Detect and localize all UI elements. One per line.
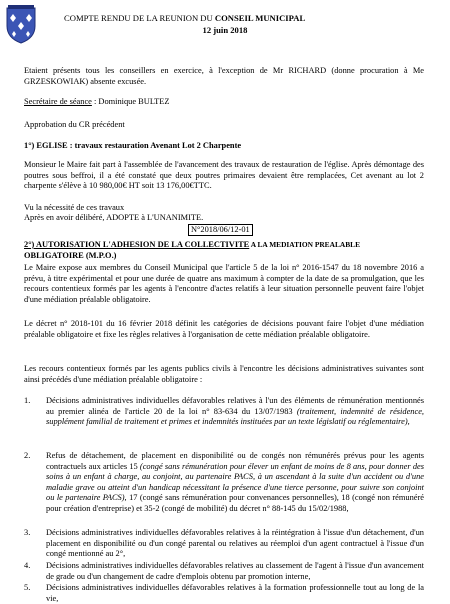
list-item-number: 2. <box>24 451 31 460</box>
list-item-text-end: , <box>407 417 410 427</box>
list-item-text: Décisions administratives individuelles défavorables relatives à la réintégration à l'issue d'un détachement, d'un placement en disponibilité ou d'un congé parental ou relatives au réemploi d'un agent contractuel à l'issue d'un congé mentionné au 2°, <box>46 528 424 559</box>
list-item <box>24 561 424 582</box>
item1-line1: Vu la nécessité de ces travaux <box>24 203 125 212</box>
attendance-paragraph: Etaient présents tous les conseillers en exercice, à l'exception de Mr RICHARD (donne procuration à Me GRZESKOWIAK) absente excusée. <box>24 66 424 86</box>
commune-crest-icon <box>4 4 38 44</box>
item1-body: Monsieur le Maire fait part à l'assemblée de l'avancement des travaux de restauration de l'église. Après démontage des poutres sous beffroi, il a été constaté que deux poutres primaires devaient être remplacées, Cet avenant au lot 2 charpente s'élève à 10 980,00€ HT soit 13 176,00€TTC. <box>24 160 424 191</box>
item2-heading-rest: A LA MEDIATION PREALABLE <box>249 240 361 249</box>
list-item-text: Décisions administratives individuelles défavorables relatives à la formation professionnelle tout au long de la vie, <box>46 583 424 603</box>
secretary-name: : Dominique BULTEZ <box>91 97 170 106</box>
item2-paragraph-3: Les recours contentieux formés par les agents publics civils à l'encontre les décisions administratives suivantes sont ainsi précédés d'une médiation préalable obligatoire : <box>24 364 424 384</box>
item2-paragraph-2: Le décret n° 2018-101 du 16 février 2018 définit les catégories de décisions pouvant faire l'objet d'une médiation préalable obligatoire et fixe les règles relatives à l'organisation de cette médiation préalable obligatoire. <box>24 319 424 339</box>
list-item-italic: (traitement, indemnité de résidence, supplément familial de traitement et primes et indemnités instituées par un texte législatif ou réglementaire) <box>46 406 425 427</box>
list-item <box>24 528 424 560</box>
list-item-text: Refus de détachement, de placement en disponibilité ou de congés non rémunérés prévus pour les agents contractuels aux articles 15 <box>46 451 424 471</box>
item1-reference-box: N°2018/06/12-01 <box>188 224 253 236</box>
document-title <box>64 13 305 23</box>
list-item-text: Décisions administratives individuelles défavorables relatives à l'un des éléments de rémunération mentionnés au premier alinéa de l'article 20 de la loi n° 83-634 du 13/07/1983 <box>46 396 424 416</box>
item1-decision: Après en avoir délibéré, ADOPTE à L'UNANIMITE. <box>24 213 204 222</box>
list-item-number: 3. <box>24 528 31 537</box>
list-item <box>24 583 424 604</box>
item2-heading <box>24 240 434 261</box>
item2-heading-line2: OBLIGATOIRE (M.P.O.) <box>24 250 117 260</box>
item2-paragraph-1: Le Maire expose aux membres du Conseil Municipal que l'article 5 de la loi n° 2016-1547 du 18 novembre 2016 a prévu, à titre expérimental et pour une durée de quatre ans maximum à compter de la date de sa promulgation, que les recours contentieux formés par les agents à l'encontre d'actes relatifs à leur situation personnelle peuvent faire l'objet d'une médiation préalable obligatoire. <box>24 263 424 304</box>
approval-line: Approbation du CR précédent <box>24 120 125 129</box>
secretary-label: Secrétaire de séance <box>24 97 92 106</box>
meeting-date: 12 juin 2018 <box>202 25 248 35</box>
list-item <box>24 396 425 428</box>
list-item-text-end: , 17 (congé sans rémunération pour convenances personnelles), 18 (congé non rémunéré pour création d'entreprise) et 35-2 (congé de mobilité) du décret n° 88-145 du 15/02/1988, <box>46 493 424 513</box>
secretary-line <box>24 97 170 108</box>
list-item-number: 4. <box>24 561 31 570</box>
item1-heading: 1°) EGLISE : travaux restauration Avenant Lot 2 Charpente <box>24 141 242 150</box>
title-prefix: COMPTE RENDU DE LA REUNION DU <box>64 13 215 23</box>
item2-heading-main: 2°) AUTORISATION L'ADHESION DE LA COLLECTIVITE <box>24 240 250 249</box>
list-item-italic: (congé sans rémunération pour élever un enfant de moins de 8 ans, pour donner des soins à un enfant à charge, au conjoint, au partenaire PACS, à un ascendant à la suite d'un accident ou d'une maladie grave ou atteint d'un handicap nécessitant la présence d'une tierce personne, pour suivre son conjoint ou le partenaire PACS) <box>46 461 424 503</box>
list-item <box>24 451 424 515</box>
list-item-number: 1. <box>24 396 31 405</box>
title-bold: CONSEIL MUNICIPAL <box>214 13 306 23</box>
list-item-text: Décisions administratives individuelles défavorables relatives au classement de l'agent à l'issue d'un avancement de grade ou d'un changement de cadre d'emplois obtenu par promotion interne, <box>46 561 424 581</box>
list-item-number: 5. <box>24 583 31 592</box>
